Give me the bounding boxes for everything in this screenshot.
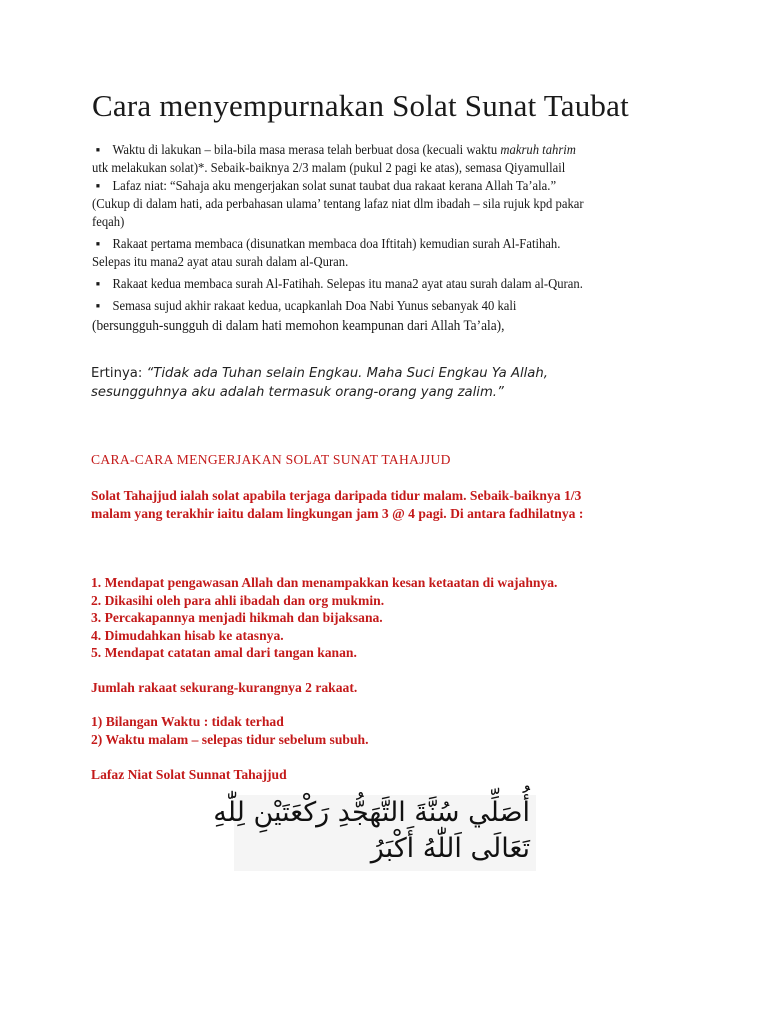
page-title: Cara menyempurnakan Solat Sunat Taubat xyxy=(92,88,629,123)
meaning-label: Ertinya: xyxy=(91,366,147,381)
list-item: 5. Mendapat catatan amal dari tangan kanan. xyxy=(91,645,357,660)
arabic-line-2: تَعَالَى اَللّٰهُ أَكْبَرُ xyxy=(370,833,530,864)
italic-term: makruh tahrim xyxy=(500,142,576,157)
bullet-icon: ▪ xyxy=(95,276,101,291)
rakaat-count: Jumlah rakaat sekurang-kurangnya 2 rakaat. xyxy=(91,680,358,695)
list-item: 2) Waktu malam – selepas tidur sebelum subuh. xyxy=(91,731,369,747)
tahajjud-intro: Solat Tahajjud ialah solat apabila terjaga daripada tidur malam. Sebaik-baiknya 1/3 malam yang terakhir iaitu dalam lingkungan jam 3 @ 4 pagi. Di antara fadhilatnya : xyxy=(91,488,584,521)
doa-meaning xyxy=(91,364,691,402)
bullet-icon: ▪ xyxy=(95,142,101,157)
list-item: ▪ Waktu di lakukan – bila-bila masa merasa telah berbuat dosa (kecuali waktu makruh tahrim xyxy=(92,141,650,159)
list-item: 1. Mendapat pengawasan Allah dan menampakkan kesan ketaatan di wajahnya. xyxy=(91,575,558,590)
list-item: 1) Bilangan Waktu : tidak terhad xyxy=(91,714,284,729)
list-item-continuation: utk melakukan solat)*. Sebaik-baiknya 2/3 malam (pukul 2 pagi ke atas), semasa Qiyamullail xyxy=(92,160,566,175)
bullet-icon: ▪ xyxy=(95,178,101,193)
list-item-continuation: (bersungguh-sungguh di dalam hati memohon keampunan dari Allah Ta’ala), xyxy=(92,318,505,334)
bullet-icon: ▪ xyxy=(95,298,101,313)
fadhilat-list xyxy=(91,574,557,662)
meaning-text-line-1: “Tidak ada Tuhan selain Engkau. Maha Suci Engkau Ya Allah, xyxy=(146,366,548,381)
meaning-text-line-2: sesungguhnya aku adalah termasuk orang-orang yang zalim.” xyxy=(91,385,504,400)
list-item: 3. Percakapannya menjadi hikmah dan bijaksana. xyxy=(91,610,383,625)
list-item: ▪ Lafaz niat: “Sahaja aku mengerjakan solat sunat taubat dua rakaat kerana Allah Ta’ala.” xyxy=(92,177,650,195)
tahajjud-heading: CARA-CARA MENGERJAKAN SOLAT SUNAT TAHAJJUD xyxy=(91,452,451,467)
list-item-continuation: (Cukup di dalam hati, ada perbahasan ulama’ tentang lafaz niat dlm ibadah – sila rujuk kpd pakar xyxy=(92,196,584,211)
list-item: 2. Dikasihi oleh para ahli ibadah dan org mukmin. xyxy=(91,592,385,608)
list-item: ▪ Semasa sujud akhir rakaat kedua, ucapkanlah Doa Nabi Yunus sebanyak 40 kali xyxy=(92,297,650,315)
lafaz-niat-heading: Lafaz Niat Solat Sunnat Tahajjud xyxy=(91,767,287,782)
list-item: 4. Dimudahkan hisab ke atasnya. xyxy=(91,627,284,643)
arabic-niat-image xyxy=(213,795,536,871)
list-item-continuation: Selepas itu mana2 ayat atau surah dalam al-Quran. xyxy=(92,254,349,269)
bullet-icon: ▪ xyxy=(95,236,101,251)
list-item-continuation: feqah) xyxy=(92,214,125,229)
list-item: ▪ Rakaat pertama membaca (disunatkan membaca doa Iftitah) kemudian surah Al-Fatihah. xyxy=(92,235,650,253)
list-item: ▪ Rakaat kedua membaca surah Al-Fatihah. Selepas itu mana2 ayat atau surah dalam al-Quran. xyxy=(92,275,650,293)
waktu-list xyxy=(91,713,368,748)
arabic-line-1: أُصَلِّي سُنَّةَ التَّهَجُّدِ رَكْعَتَيْنِ لِلّٰهِ xyxy=(213,797,530,828)
taubat-steps-list xyxy=(92,141,650,335)
